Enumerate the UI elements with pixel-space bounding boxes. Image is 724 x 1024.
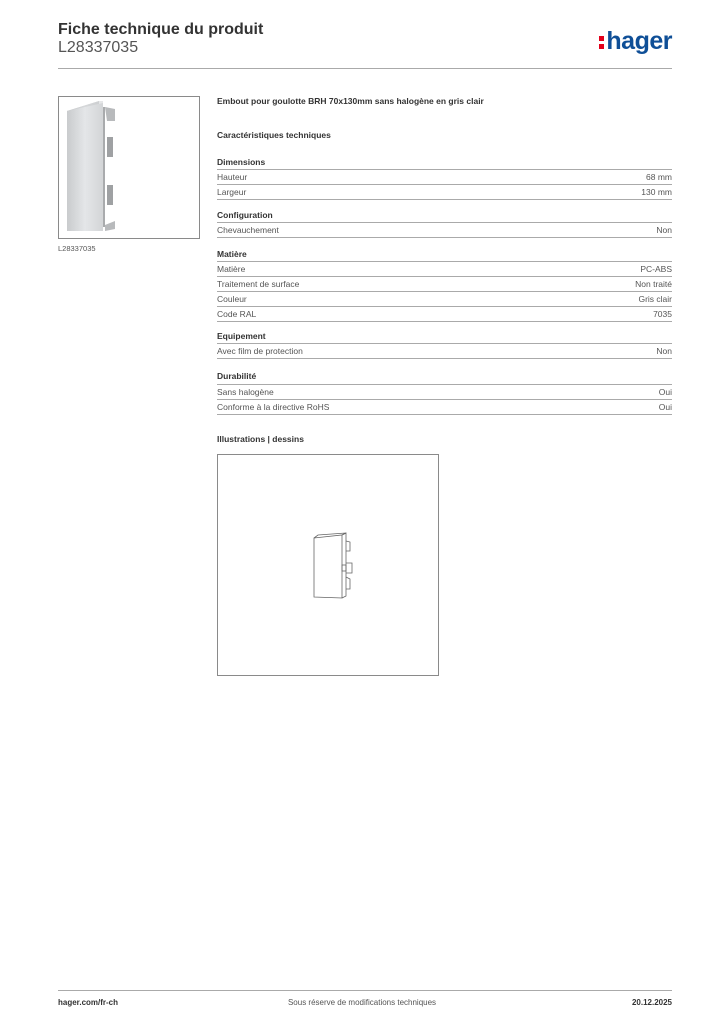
spec-section-title: Matière bbox=[217, 248, 672, 262]
spec-label: Code RAL bbox=[217, 309, 257, 319]
spec-value: 7035 bbox=[653, 309, 672, 319]
spec-row bbox=[217, 292, 672, 307]
spec-section-matiere bbox=[217, 248, 672, 322]
spec-section-durabilite bbox=[217, 369, 672, 415]
spec-value: Non bbox=[656, 346, 672, 356]
illustrations-title: Illustrations | dessins bbox=[217, 434, 304, 444]
footer-divider bbox=[58, 990, 672, 991]
spec-label: Sans halogène bbox=[217, 387, 274, 397]
spec-section-title: Durabilité bbox=[217, 369, 672, 385]
spec-value: 130 mm bbox=[641, 187, 672, 197]
spec-label: Avec film de protection bbox=[217, 346, 303, 356]
spec-row bbox=[217, 170, 672, 185]
spec-row bbox=[217, 185, 672, 200]
spec-label: Chevauchement bbox=[217, 225, 279, 235]
spec-label: Traitement de surface bbox=[217, 279, 300, 289]
product-image bbox=[58, 96, 200, 239]
spec-section-title: Dimensions bbox=[217, 156, 672, 170]
footer-date: 20.12.2025 bbox=[631, 998, 672, 1007]
spec-row bbox=[217, 262, 672, 277]
spec-label: Largeur bbox=[217, 187, 247, 197]
spec-label: Conforme à la directive RoHS bbox=[217, 402, 330, 412]
spec-section-title: Configuration bbox=[217, 209, 672, 223]
spec-section-dimensions bbox=[217, 156, 672, 200]
spec-label: Couleur bbox=[217, 294, 247, 304]
spec-section-equipement bbox=[217, 330, 672, 359]
footer-website-link[interactable]: hager.com/fr-ch bbox=[58, 998, 119, 1007]
spec-value: Non traité bbox=[635, 279, 672, 289]
spec-label: Hauteur bbox=[217, 172, 248, 182]
specs-title: Caractéristiques techniques bbox=[217, 130, 331, 140]
spec-value: Non bbox=[656, 225, 672, 235]
spec-section-configuration bbox=[217, 209, 672, 238]
spec-value: PC-ABS bbox=[640, 264, 672, 274]
spec-value: Gris clair bbox=[638, 294, 672, 304]
spec-value: Oui bbox=[658, 387, 672, 397]
spec-row bbox=[217, 400, 672, 415]
page-title: Fiche technique du produit bbox=[58, 21, 264, 38]
logo-dots-icon bbox=[599, 33, 604, 49]
spec-row bbox=[217, 385, 672, 400]
product-description: Embout pour goulotte BRH 70x130mm sans halogène en gris clair bbox=[217, 96, 484, 106]
spec-row bbox=[217, 223, 672, 238]
spec-value: 68 mm bbox=[646, 172, 672, 182]
end-cap-photo-icon bbox=[59, 97, 199, 238]
header-divider bbox=[58, 68, 672, 69]
end-cap-drawing-icon bbox=[218, 455, 438, 675]
product-image-caption: L28337035 bbox=[58, 244, 96, 253]
spec-row bbox=[217, 307, 672, 322]
spec-row bbox=[217, 277, 672, 292]
spec-label: Matière bbox=[217, 264, 246, 274]
illustration-drawing bbox=[217, 454, 439, 676]
footer-notice: Sous réserve de modifications techniques bbox=[287, 998, 437, 1007]
spec-row bbox=[217, 344, 672, 359]
product-code: L28337035 bbox=[58, 39, 139, 56]
spec-value: Oui bbox=[658, 402, 672, 412]
spec-section-title: Equipement bbox=[217, 330, 672, 344]
hager-logo bbox=[599, 27, 672, 56]
logo-text: hager bbox=[606, 27, 672, 55]
